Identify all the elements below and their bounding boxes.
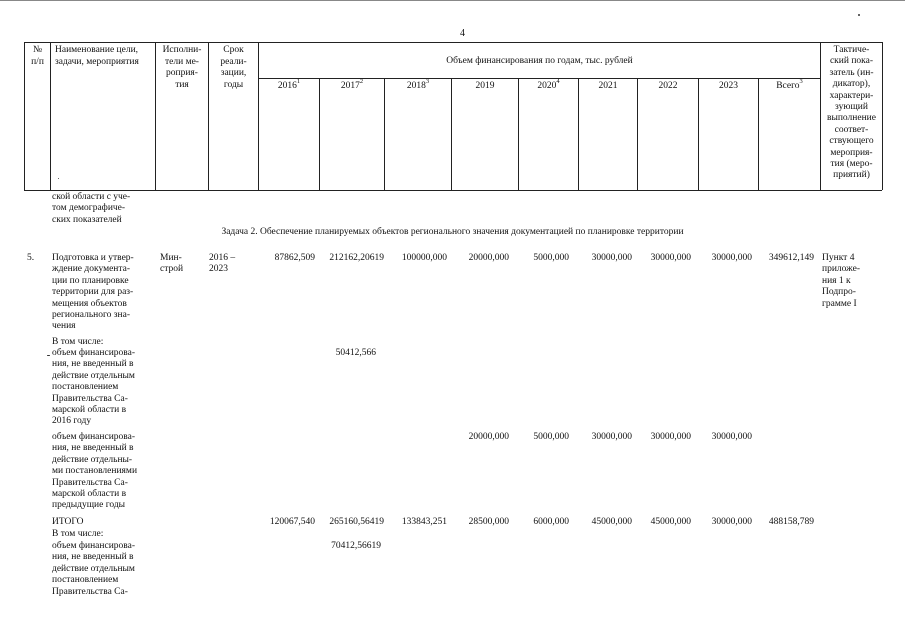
sub-value-2020: 5000,000 — [533, 432, 569, 442]
sub-value-2019: 20000,000 — [468, 432, 509, 442]
total-2023: 30000,000 — [711, 517, 752, 527]
total-all: 488158,789 — [768, 517, 814, 527]
sub-value-2022: 30000,000 — [650, 432, 691, 442]
sub-value-2017: 70412,56619 — [331, 541, 381, 551]
top-border-line — [0, 0, 905, 1]
task-title: Задача 2. Обеспечение планируемых объектов регионального значения документацией по планировке территории — [221, 227, 684, 237]
scan-speck — [47, 355, 50, 356]
total-2016: 120067,540 — [269, 517, 315, 527]
value-2021: 30000,000 — [591, 253, 632, 263]
sub-item-text: объем финансирова- ния, не введенный в действие отдельным постановлением Правительства Са- марской области в 2016 году — [52, 348, 136, 427]
header-name: Наименование цели, задачи, мероприятия — [55, 45, 139, 67]
total-2020: 6000,000 — [533, 517, 569, 527]
row-indicator: Пункт 4 приложе- ния 1 к Подпро- грамме I — [822, 253, 860, 309]
scan-speck — [58, 178, 59, 179]
header-year-total: Всего$^3$ — [776, 77, 803, 91]
header-executors: Исполни- тели ме- роприя- тия — [162, 45, 202, 90]
sub-item-text: объем финансирова- ния, не введенный в действие отдельны- ми постановлениями Правительства Са- марской области в предыдущие годы — [52, 432, 138, 511]
sub-value-2021: 30000,000 — [591, 432, 632, 442]
value-2019: 20000,000 — [468, 253, 509, 263]
including-label: В том числе: — [52, 337, 104, 347]
carryover-text: ской области с уче- том демографиче- ских показателей — [52, 192, 131, 225]
value-2018: 100000,000 — [401, 253, 447, 263]
total-2018: 133843,251 — [401, 517, 447, 527]
header-year-2016: 2016$^1$ — [277, 77, 301, 91]
page-number: 4 — [460, 28, 465, 39]
total-2017: 265160,56419 — [329, 517, 384, 527]
scan-speck — [858, 14, 860, 16]
header-year-2019: 2019 — [475, 81, 495, 91]
header-year-2018: 2018$^3$ — [406, 77, 430, 91]
header-year-2021: 2021 — [598, 81, 618, 91]
value-2023: 30000,000 — [711, 253, 752, 263]
header-year-2020: 2020$^4$ — [537, 77, 560, 91]
row-term: 2016 – 2023 — [209, 253, 236, 275]
header-year-2017: 2017$^2$ — [340, 77, 364, 91]
header-term: Срок реали- зации, годы — [220, 45, 247, 90]
total-label: ИТОГО — [52, 517, 84, 527]
header-number: № п/п — [31, 45, 44, 67]
header-funding: Объем финансирования по годам, тыс. рублей — [446, 56, 633, 66]
row-name: Подготовка и утвер- ждение документа- ции по планировке территории для раз- мещения объектов регионального зна- чения — [52, 253, 134, 332]
sub-item-text: объем финансирова- ния, не введенный в действие отдельным постановлением Правительства Са- — [52, 541, 136, 597]
value-2020: 5000,000 — [533, 253, 569, 263]
header-year-2022: 2022 — [658, 81, 678, 91]
sub-value-2023: 30000,000 — [711, 432, 752, 442]
value-2017: 212162,20619 — [329, 253, 384, 263]
value-2022: 30000,000 — [650, 253, 691, 263]
total-2021: 45000,000 — [591, 517, 632, 527]
value-total: 349612,149 — [768, 253, 814, 263]
total-2019: 28500,000 — [468, 517, 509, 527]
total-2022: 45000,000 — [650, 517, 691, 527]
header-year-2023: 2023 — [719, 81, 738, 91]
header-indicator: Тактиче- ский пока- затель (ин- дикатор), характери- зующий выполнение соответ- ствующего мероприя- тия (меро- приятий) — [826, 45, 876, 181]
sub-value-2017: 50412,566 — [335, 348, 376, 358]
value-2016: 87862,509 — [274, 253, 315, 263]
row-number: 5. — [27, 253, 35, 263]
row-executor: Мин- строй — [160, 253, 184, 275]
including-label: В том числе: — [52, 529, 104, 539]
